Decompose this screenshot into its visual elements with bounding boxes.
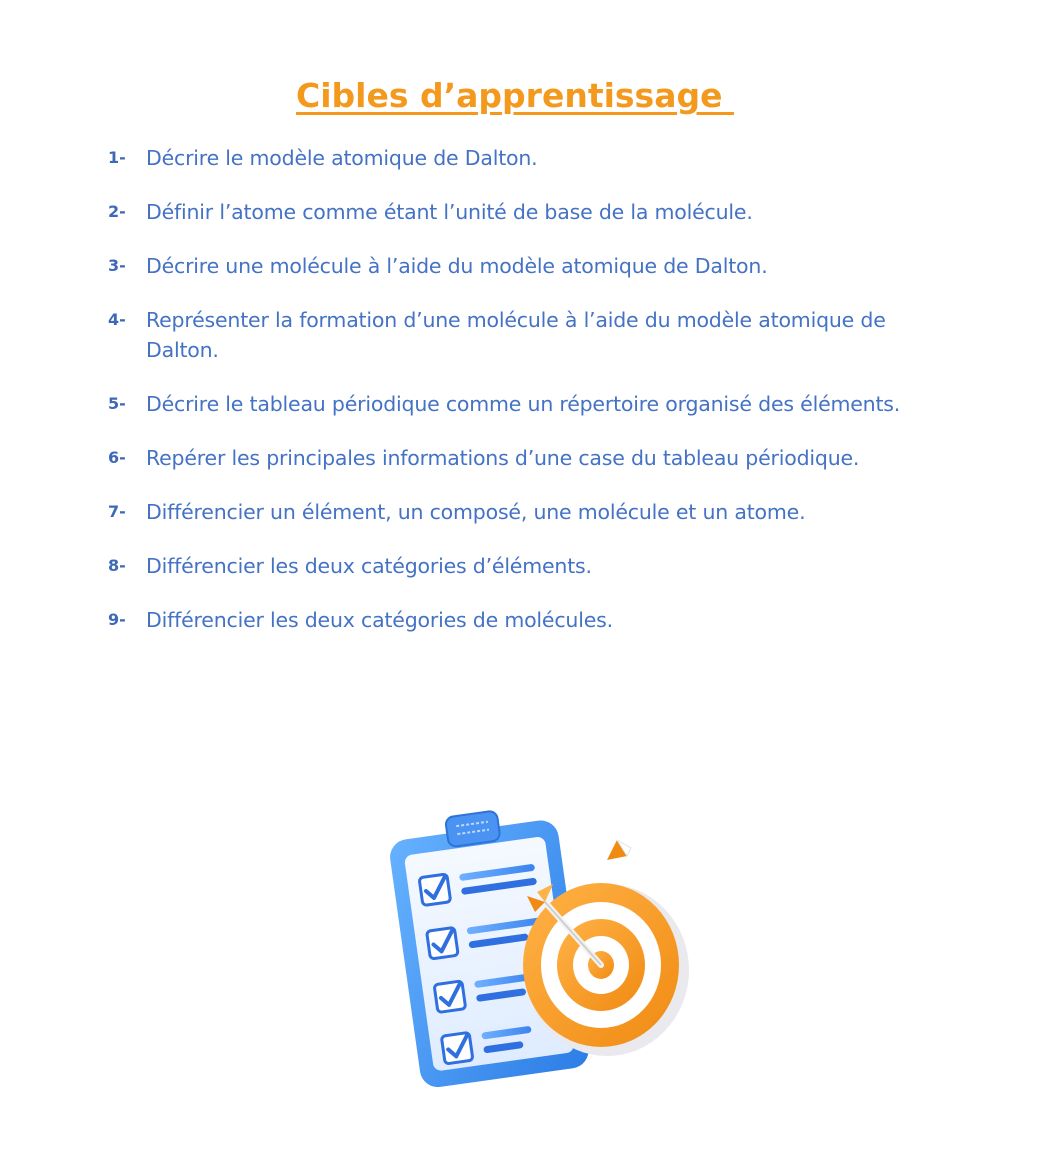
objective-text: Représenter la formation d’une molécule à l’aide du modèle atomique de Dalton. bbox=[146, 308, 886, 362]
objective-text: Repérer les principales informations d’une case du tableau périodique. bbox=[146, 446, 860, 470]
objective-text: Différencier les deux catégories d’éléments. bbox=[146, 554, 592, 578]
objective-number: 3- bbox=[108, 256, 126, 275]
list-item bbox=[108, 197, 948, 227]
objective-number: 4- bbox=[108, 310, 126, 329]
list-item bbox=[108, 251, 948, 281]
objective-number: 5- bbox=[108, 394, 126, 413]
objective-text: Décrire le modèle atomique de Dalton. bbox=[146, 146, 538, 170]
objective-number: 9- bbox=[108, 610, 126, 629]
objective-text: Décrire le tableau périodique comme un répertoire organisé des éléments. bbox=[146, 392, 901, 416]
illustration bbox=[385, 800, 705, 1095]
objective-text: Différencier un élément, un composé, une molécule et un atome. bbox=[146, 500, 806, 524]
objective-number: 2- bbox=[108, 202, 126, 221]
objective-text: Différencier les deux catégories de molécules. bbox=[146, 608, 613, 632]
list-item bbox=[108, 551, 948, 581]
objectives-list bbox=[108, 143, 948, 659]
list-item bbox=[108, 605, 948, 635]
page-title: Cibles d’apprentissage bbox=[296, 76, 734, 115]
objective-number: 7- bbox=[108, 502, 126, 521]
list-item bbox=[108, 389, 948, 419]
list-item bbox=[108, 443, 948, 473]
objective-text: Décrire une molécule à l’aide du modèle atomique de Dalton. bbox=[146, 254, 768, 278]
list-item bbox=[108, 143, 948, 173]
objective-number: 8- bbox=[108, 556, 126, 575]
list-item bbox=[108, 497, 948, 527]
objective-number: 6- bbox=[108, 448, 126, 467]
objective-number: 1- bbox=[108, 148, 126, 167]
list-item bbox=[108, 305, 948, 365]
objective-text: Définir l’atome comme étant l’unité de base de la molécule. bbox=[146, 200, 753, 224]
